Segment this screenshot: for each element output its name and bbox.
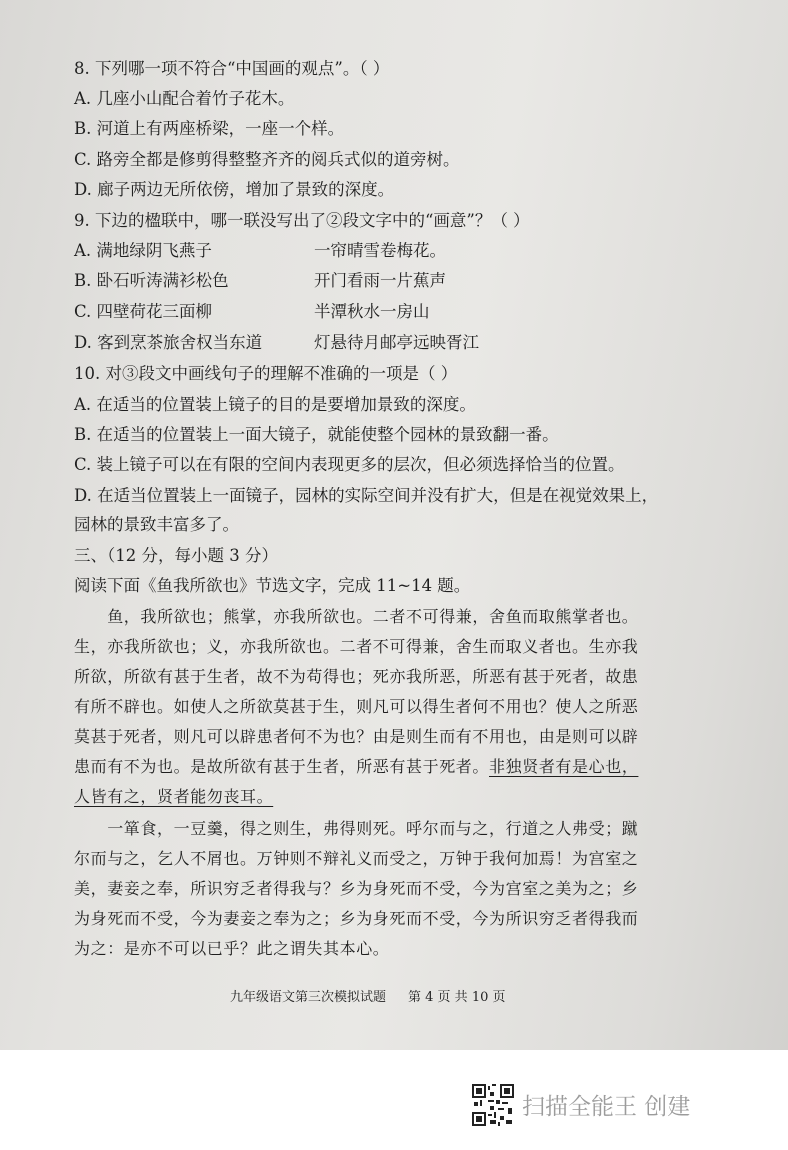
passage-line: 莫甚于死者，则凡可以辟患者何不为也？由是则生而有不用也，由是则可以辟 — [74, 727, 639, 746]
passage-text: 患而有不为也。是故所欲有甚于生者，所恶有甚于死者。 — [74, 757, 490, 776]
option-10d-cont: 园林的景致丰富多了。 — [74, 515, 239, 534]
passage-line: 鱼，我所欲也；熊掌，亦我所欲也。二者不可得兼，舍鱼而取熊掌者也。 — [74, 607, 639, 626]
question-9: 9. 下边的楹联中，哪一联没写出了②段文字中的“画意”？（ ） — [74, 211, 530, 230]
option-10c: C. 装上镜子可以在有限的空间内表现更多的层次，但必须选择恰当的位置。 — [74, 455, 625, 474]
couplet-a — [74, 240, 446, 262]
option-10a: A. 在适当的位置装上镜子的目的是要增加景致的深度。 — [74, 395, 476, 414]
question-8: 8. 下列哪一项不符合“中国画的观点”。（ ） — [74, 59, 390, 78]
couplet-right: 灯悬待月邮亭远映胥江 — [314, 333, 479, 352]
option-8c: C. 路旁全都是修剪得整整齐齐的阅兵式似的道旁树。 — [74, 150, 460, 169]
passage-line — [74, 756, 638, 778]
couplet-left: D. 客到烹茶旅舍权当东道 — [74, 333, 263, 352]
page-footer — [230, 986, 528, 1005]
scanner-watermark: 扫描全能王 创建 — [522, 1094, 691, 1120]
underlined-sentence: 人皆有之，贤者能勿丧耳。 — [74, 787, 274, 806]
passage-line: 为身死而不受，今为妻妾之奉为之；乡为身死而不受，今为所识穷乏者得我而 — [74, 909, 639, 928]
page-number: 第 4 页 共 10 页 — [408, 990, 506, 1005]
couplet-right: 半潭秋水一房山 — [314, 302, 430, 321]
exam-title: 九年级语文第三次模拟试题 — [230, 990, 387, 1005]
option-10b: B. 在适当的位置装上一面大镜子，就能使整个园林的景致翻一番。 — [74, 425, 559, 444]
passage-line: 尔而与之，乞人不屑也。万钟则不辩礼义而受之，万钟于我何加焉！为宫室之 — [74, 849, 639, 868]
passage-line — [74, 786, 273, 808]
qr-code-icon — [472, 1084, 514, 1126]
option-8d: D. 廊子两边无所依傍，增加了景致的深度。 — [74, 180, 395, 199]
question-10: 10. 对③段文中画线句子的理解不准确的一项是（ ） — [74, 364, 458, 383]
passage-line: 美，妻妾之奉，所识穷乏者得我与？乡为身死而不受，今为宫室之美为之；乡 — [74, 879, 639, 898]
couplet-left: A. 满地绿阴飞燕子 — [74, 241, 212, 260]
option-8b: B. 河道上有两座桥梁，一座一个样。 — [74, 119, 345, 138]
couplet-right: 开门看雨一片蕉声 — [314, 271, 446, 290]
passage-line: 为之：是亦不可以已乎？此之谓失其本心。 — [74, 939, 390, 958]
passage-line: 生，亦我所欲也；义，亦我所欲也。二者不可得兼，舍生而取义者也。生亦我 — [74, 637, 639, 656]
couplet-c — [74, 301, 430, 323]
section-heading: 三、（12 分，每小题 3 分） — [74, 546, 278, 565]
couplet-b — [74, 270, 446, 292]
passage-line: 有所不辟也。如使人之所欲莫甚于生，则凡可以得生者何不用也？使人之所恶 — [74, 697, 639, 716]
option-10d: D. 在适当位置装上一面镜子，园林的实际空间并没有扩大，但是在视觉效果上， — [74, 486, 659, 505]
option-8a: A. 几座小山配合着竹子花木。 — [74, 89, 295, 108]
couplet-left: C. 四壁荷花三面柳 — [74, 302, 213, 321]
passage-line: 一箪食，一豆羹，得之则生，弗得则死。呼尔而与之，行道之人弗受；蹴 — [74, 819, 639, 838]
couplet-d — [74, 332, 479, 354]
couplet-left: B. 卧石听涛满衫松色 — [74, 271, 229, 290]
couplet-right: 一帘晴雪卷梅花。 — [314, 241, 446, 260]
reading-instruction: 阅读下面《鱼我所欲也》节选文字，完成 11~14 题。 — [74, 576, 471, 595]
underlined-sentence: 非独贤者有是心也， — [489, 757, 639, 776]
passage-line: 所欲，所欲有甚于生者，故不为苟得也；死亦我所恶，所恶有甚于死者，故患 — [74, 667, 639, 686]
